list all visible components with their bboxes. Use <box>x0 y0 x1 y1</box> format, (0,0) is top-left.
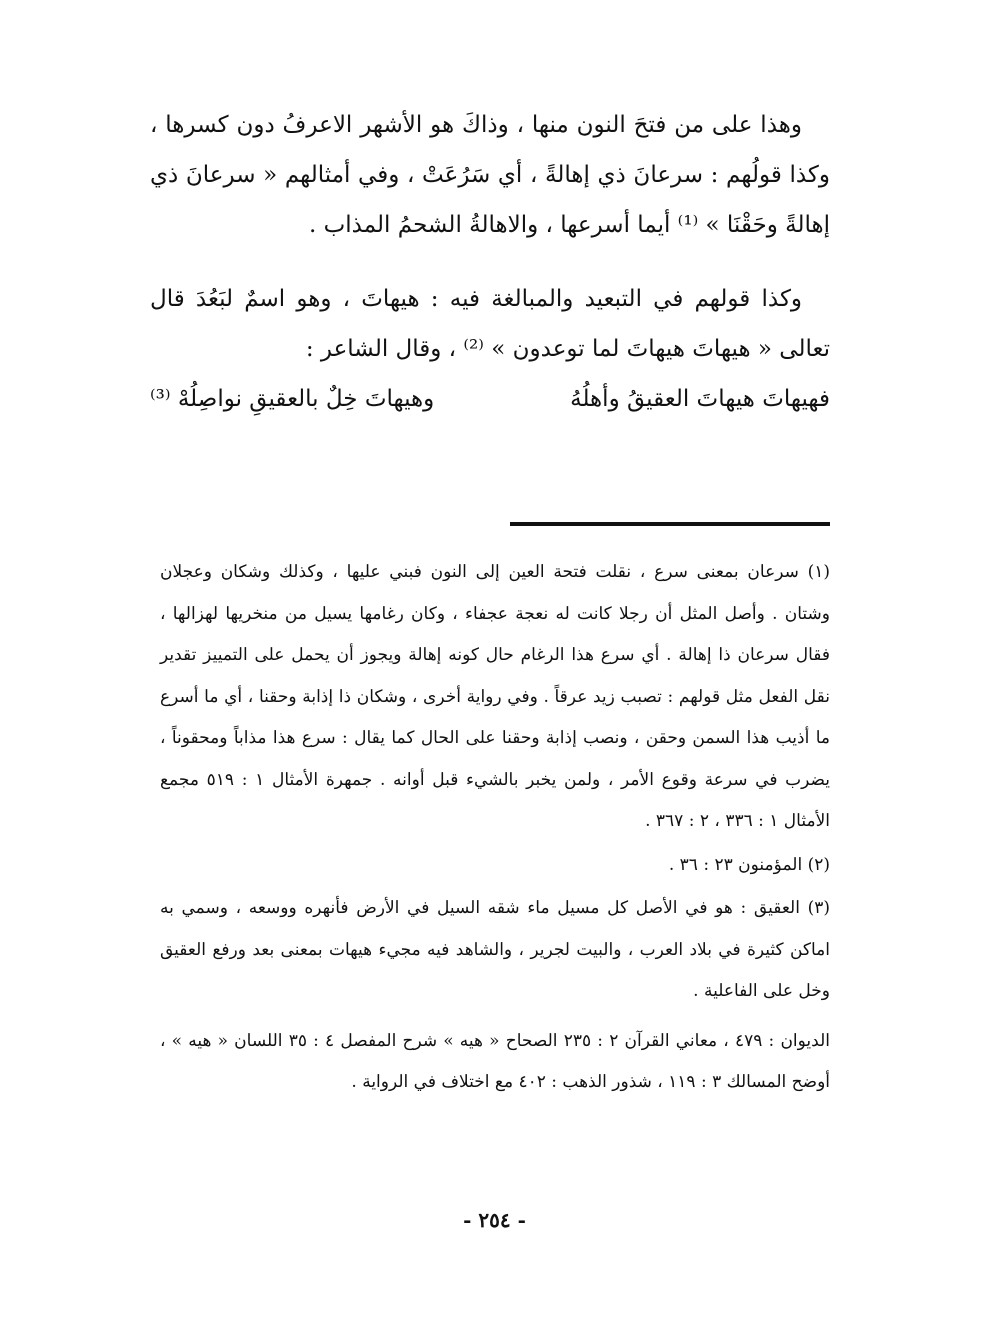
main-paragraph-1: وهذا على من فتحَ النون منها ، وذاكَ هو الأشهر الاعرفُ دون كسرها ، وكذا قولُهم : سرعانَ ذي إهالةً ، أي سَرُعَتْ ، وفي أمثالهم « سرعانَ ذي إهالةً وحَقْنَا » ⁽¹⁾ أيما أسرعها ، والاهالةُ الشحمُ المذاب . <box>150 112 830 238</box>
verse-second-hemistich: وهيهاتَ خِلٌ بالعقيقِ نواصِلُهْ ⁽³⁾ <box>150 386 435 412</box>
poetry-verse <box>150 374 830 424</box>
main-paragraph-2: وكذا قولهم في التبعيد والمبالغة فيه : هيهاتَ ، وهو اسمٌ لبَعُدَ قال تعالى « هيهاتَ هيهاتَ لما توعدون » ⁽²⁾ ، وقال الشاعر : <box>150 286 830 362</box>
footnote-3: (٣) العقيق : هو في الأصل كل مسيل ماء شقه السيل في الأرض فأنهره ووسعه ، وسمي به اماكن كثيرة في بلاد العرب ، والبيت لجرير ، والشاهد فيه مجيء هيهات بمعنى بعد ورفع العقيق وخل على الفاعلية . <box>160 898 830 1001</box>
footnote-separator <box>510 522 830 526</box>
footnotes-block <box>160 552 830 1104</box>
page-number: - ٢٥٤ - <box>463 1208 526 1232</box>
verse-first-hemistich: فهيهاتَ هيهاتَ العقيقُ وأهلُهُ <box>570 386 830 412</box>
footnote-1: (١) سرعان بمعنى سرع ، نقلت فتحة العين إلى النون فبني عليها ، وكذلك وشكان وعجلان وشتان . وأصل المثل أن رجلا كانت له نعجة عجفاء ، وكان رغامها يسيل من منخريها لهزالها ، فقال سرعان ذا إهالة . أي سرع هذا الرغام حال كونه إهالة ويجوز أن يحمل على التمييز تقدير نقل الفعل مثل قولهم : تصبب زيد عرقاً . وفي رواية أخرى ، وشكان ذا إذابة وحقنا ، أي ما أسرع ما أذيب هذا السمن وحقن ، ونصب إذابة وحقنا على الحال كما يقال : سرع هذا مذاباً ومحقوناً ، يضرب في سرعة وقوع الأمر ، ولمن يخبر بالشيء قبل أوانه . جمهرة الأمثال ١ : ٥١٩ مجمع الأمثال ١ : ٣٣٦ ، ٢ : ٣٦٧ . <box>160 562 830 831</box>
footnote-2: (٢) المؤمنون ٢٣ : ٣٦ . <box>668 854 830 875</box>
footnote-3-sources: الديوان : ٤٧٩ ، معاني القرآن ٢ : ٢٣٥ الصحاح « هيه » شرح المفصل ٤ : ٣٥ اللسان « هيه » ، أوضح المسالك ٣ : ١١٩ ، شذور الذهب : ٤٠٢ مع اختلاف في الرواية . <box>160 1030 830 1092</box>
main-text-block <box>150 100 830 424</box>
